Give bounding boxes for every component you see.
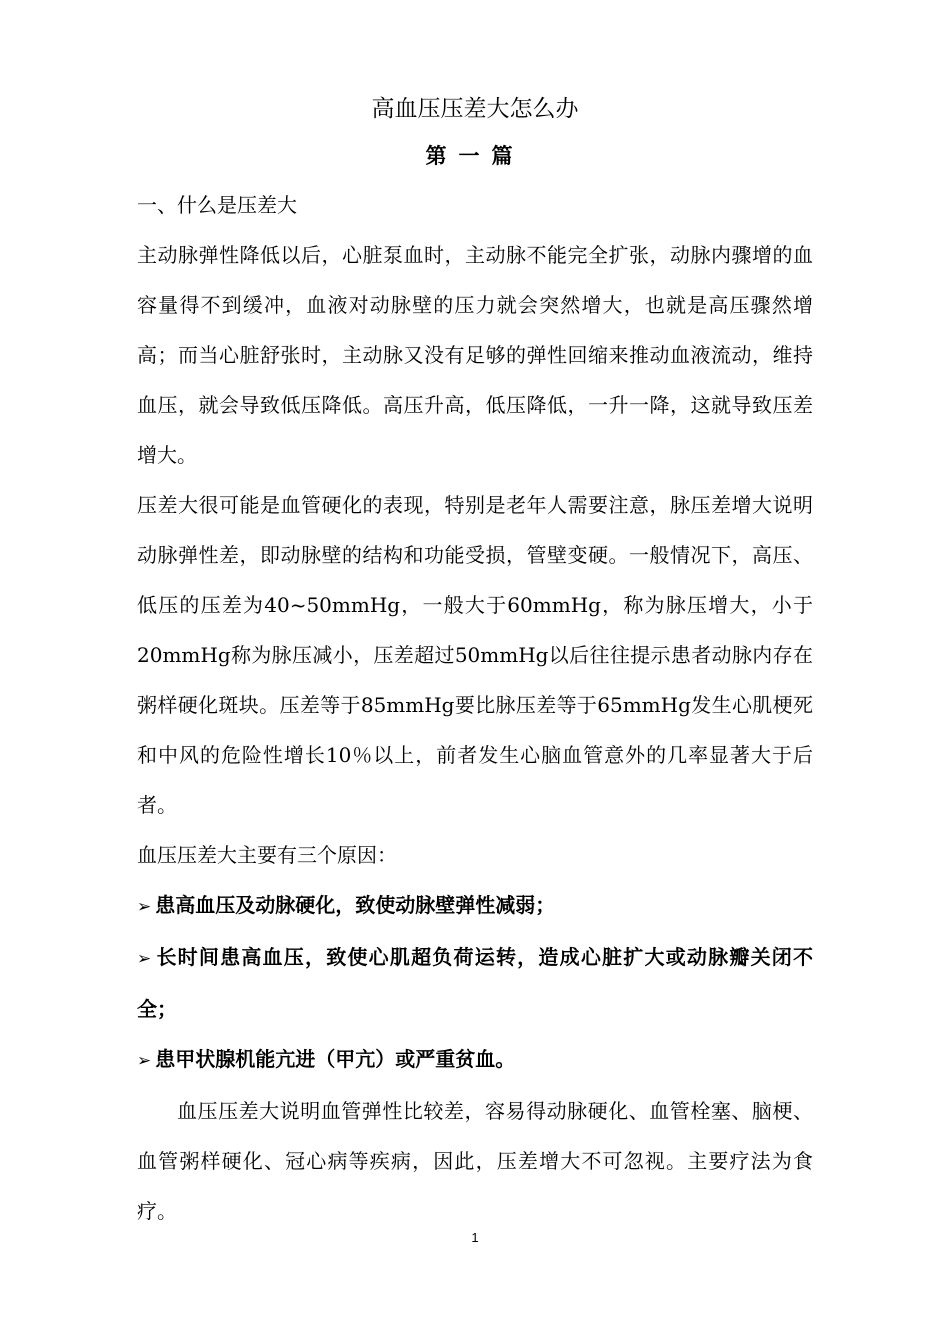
page-number: 1 [471, 1230, 479, 1245]
paragraph-3: 血压压差大主要有三个原因： [137, 843, 397, 867]
bullet-arrow-icon: ➢ [137, 949, 152, 969]
section-heading: 一、什么是压差大 [137, 193, 297, 217]
paragraph-1: 主动脉弹性降低以后，心脏泵血时，主动脉不能完全扩张，动脉内骤增的血容量得不到缓冲，血液对动脉壁的压力就会突然增大，也就是高压骤然增高；而当心脏舒张时，主动脉又没有足够的弹性回缩来推动血液流动，维持血压，就会导致低压降低。高压升高，低压降低，一升一降，这就导致压差增大。 [137, 243, 813, 467]
document-title: 高血压压差大怎么办 [371, 96, 579, 122]
bullet-text-3: 患甲状腺机能亢进（甲亢）或严重贫血。 [155, 1047, 516, 1071]
document-body [137, 86, 813, 1236]
bullet-text-1: 患高血压及动脉硬化，致使动脉壁弹性减弱； [155, 893, 556, 917]
document-subtitle: 第一篇 [425, 143, 525, 168]
bullet-item-1 [137, 880, 813, 932]
bullet-arrow-icon: ➢ [137, 897, 152, 917]
closing-paragraph: 血压压差大说明血管弹性比较差，容易得动脉硬化、血管栓塞、脑梗、血管粥样硬化、冠心病等疾病，因此，压差增大不可忽视。主要疗法为食疗。 [137, 1099, 813, 1223]
paragraph-2: 压差大很可能是血管硬化的表现，特别是老年人需要注意，脉压差增大说明动脉弹性差，即动脉壁的结构和功能受损，管壁变硬。一般情况下，高压、低压的压差为40~50mmHg，一般大于60mmHg，称为脉压增大，小于20mmHg称为脉压减小，压差超过50mmHg以后往往提示患者动脉内存在粥样硬化斑块。压差等于85mmHg要比脉压差等于65mmHg发生心肌梗死和中风的危险性增长10％以上，前者发生心脑血管意外的几率显著大于后者。 [137, 493, 813, 817]
bullet-arrow-icon: ➢ [137, 1051, 152, 1071]
bullet-item-2 [137, 932, 813, 1034]
bullet-item-3 [137, 1034, 813, 1086]
bullet-text-2: 长时间患高血压，致使心肌超负荷运转，造成心脏扩大或动脉瓣关闭不全； [137, 945, 813, 1021]
